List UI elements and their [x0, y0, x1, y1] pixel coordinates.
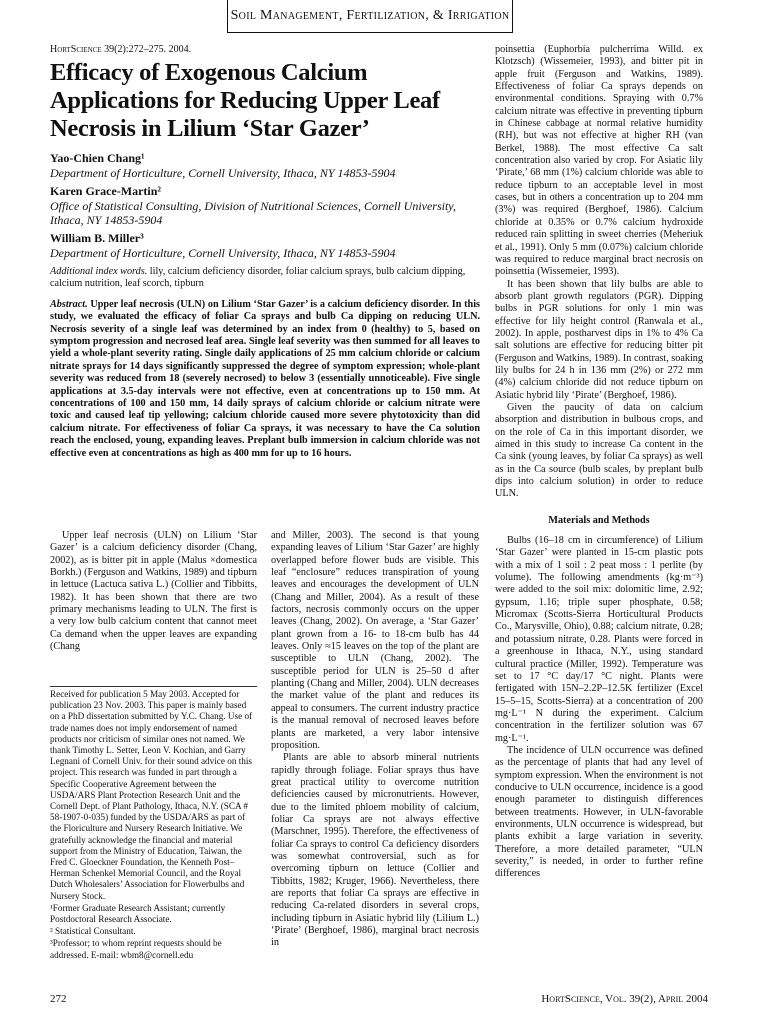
section-header	[227, 0, 513, 33]
body-column-1	[50, 530, 257, 653]
paragraph: poinsettia (Euphorbia pulcherrima Willd. ex Klotzsch) (Wissemeier, 1993), and bitter pit in apple fruit (Ferguson and Watkins, 1989). Effectiveness of foliar Ca sprays depends on environmental conditions. Spraying with 0.7% calcium nitrate was effective in preventing tipburn in Chinese cabbage at normal relative humidity (RH), but was not effective at higher RH (van Berkel, 1988). The most effective Ca salt concentration also varied by crop. For Asiatic lily ‘Pirate,’ 68 mm (1%) calcium chloride was able to reduce tipburn to an acceptable level in most cases, but in others a concentration up to 204 mm (3%) was required (Berghoef, 1986). Calcium chloride at 0.35% or 0.7% calcium hydroxide reduced rain splitting in sweet cherries (Meheriuk et al., 1991). Only 5 mm (0.07%) calcium chloride was required to reduce marginal bract necrosis on poinsettia (Wissemeier, 1993).	[495, 44, 703, 278]
footnote-3: ³Professor; to whom reprint requests should be addressed. E-mail: wbm8@cornell.edu	[50, 938, 222, 960]
footnote-received: Received for publication 5 May 2003. Accepted for publication 23 Nov. 2003. This paper is mainly based on a PhD dissertation submitted by Y.C. Chang. Use of trade names does not imply endorsement of named products nor criticism of similar ones not named. We thank Timothy L. Setter, Leon V. Kochian, and Garry Legnani of Cornell Univ. for their sound advice on this project. This research was funded in part through a Specific Cooperative Agreement between the USDA/ARS Plant Protection Research Unit and the Cornell Dept. of Plant Pathology, Ithaca, N.Y. (SCA # 58-1907-0-035) funded by the USDA/ARS as part of the Floriculture and Nursery Research Initiative. We gratefully acknowledge the financial and material support from the Ministry of Education, Taiwan, the Fred C. Gloeckner Foundation, the Kenneth Post–Herman Schenkel Memorial Council, and the Royal Dutch Wholesalers’ Association for Flowerbulbs and Nursery Stock.	[50, 689, 253, 901]
abstract	[50, 299, 480, 460]
paragraph: Given the paucity of data on calcium absorption and distribution in bulbous crops, and on the role of Ca in this important disorder, we aimed in this study to increase Ca content in the Ca sink (young leaves, by foliar Ca sprays) as well as in the Ca source (bulb scales, by preplant bulb dips into calcium solution) in order to reduce ULN.	[495, 401, 703, 500]
footnote-2: ² Statistical Consultant.	[50, 926, 136, 937]
abstract-text: Upper leaf necrosis (ULN) on Lilium ‘Star Gazer’ is a calcium deficiency disorder. In this study, we evaluated the efficacy of foliar Ca sprays and bulb Ca dipping on reducing ULN. Necrosis severity of a single leaf was determined by an index from 0 (healthy) to 5, based on symptom progression and necrosed leaf area. Single leaf severity was then summed for all leaves to yield a whole-plant severity rating. Single daily applications of 25 mm calcium chloride or calcium nitrate sprays for 14 days significantly suppressed the degree of symptom expression; whole-plant severity was reduced from 18 (severely necrosed) to below 3 (essentially unnoticeable). Five single applications at 3.5-day intervals were not effective, even at concentrations up to 150 mm. At concentrations of 100 and 150 mm, 14 daily sprays of calcium chloride or calcium nitrate were toxic and caused leaf tip yellowing; calcium chloride caused more severe phytotoxicity than did calcium nitrate. For effectiveness of foliar Ca sprays, it was necessary to have the Ca solution reach the enclosed, young, expanding leaves. Preplant bulb immersion in calcium chloride was not effective even at concentrations as high as 400 mm for up to 16 hours.	[50, 298, 480, 459]
citation: HortScience 39(2):272–275. 2004.	[50, 44, 192, 55]
paragraph: and Miller, 2003). The second is that young expanding leaves of Lilium ‘Star Gazer’ are highly overlapped before flower buds are visible. This leaf “enclosure” reduces transpiration of young leaves and encourages the development of ULN (Chang and Miller, 2004). As a result of these factors, necrosis commonly occurs on the upper leaves (Chang, 2002). On average, a ‘Star Gazer’ plant grown from a 16- to 18-cm bulb has 44 leaves. Only ≈15 leaves on the top of the plant are susceptible to ULN (Chang, 2002). The susceptible period for ULN is 25–50 d after planting (Chang and Miller, 2004). ULN decreases the market value of the plant and reduces its appeal to consumers. The current industry practice is the manual removal of necrosed leaves before plants are marketed, a very labor intensive proposition.	[271, 530, 479, 751]
footnote-divider	[50, 686, 257, 687]
author-3-affiliation: Department of Horticulture, Cornell University, Ithaca, NY 14853-5904	[50, 246, 396, 260]
article-front-matter	[50, 44, 480, 460]
paragraph: Plants are able to absorb mineral nutrients rapidly through foliage. Foliar sprays thus have great practical utility to overcome nutrition deficiencies caused by micronutrients. However, due to the limited phloem mobility of calcium, foliar Ca sprays are not always effective (Marschner, 1995). Therefore, the effectiveness of foliar Ca sprays to control Ca deficiency disorders was somewhat controversial, such as for overcoming tipburn on lettuce (Collier and Tibbitts, 1982; Kruger, 1966). Nevertheless, there are reports that foliar Ca sprays are effective in reducing Ca-related disorders in several crops, including tipburn in Asiatic hybrid lily (Lilium L.) ‘Pirate’ (Berghoef, 1986), marginal bract necrosis in	[271, 752, 479, 949]
section-title: Soil Management, Fertilization, & Irrigation	[230, 8, 510, 23]
footnotes	[50, 689, 257, 962]
abstract-label: Abstract.	[50, 298, 88, 310]
body-column-2	[271, 530, 479, 950]
author-2-name: Karen Grace-Martin²	[50, 184, 162, 198]
keywords-label: Additional index words.	[50, 266, 148, 277]
page-number: 272	[50, 993, 67, 1005]
body-column-3	[495, 44, 703, 881]
paragraph: It has been shown that lily bulbs are able to absorb plant growth regulators (PGR). Dipping bulbs in PGR solutions for only 1 min was effective for lily height control (Ranwala et al., 2002). In apple, postharvest dips in 1% to 4% Ca salt solutions are effective for reducing bitter pit (Ferguson and Watkins, 1989). In contrast, soaking lily bulbs for 24 h in 136 mm (2%) or 272 mm (4%) calcium chloride did not reduce tipburn on Asiatic hybrid lily ‘Pirate’ (Berghoef, 1986).	[495, 278, 703, 401]
keywords	[50, 266, 480, 291]
journal-footer: HortScience, Vol. 39(2), April 2004	[541, 993, 708, 1005]
paragraph: Upper leaf necrosis (ULN) on Lilium ‘Star Gazer’ is a calcium deficiency disorder (Chang, 2002), as is bitter pit in apple (Malus ×domestica Borkh.) (Ferguson and Watkins, 1989) and tipburn in lettuce (Lactuca sativa L.) (Collier and Tibbitts, 1982). It has been shown that there are two primary mechanisms leading to ULN. The first is a very low bulb calcium content that cannot meet Ca demand when the upper leaves are expanding (Chang	[50, 530, 257, 653]
paragraph: Bulbs (16–18 cm in circumference) of Lilium ‘Star Gazer’ were planted in 15-cm plastic pots with a mix of 1 soil : 2 peat moss : 1 perlite (by volume). The following amendments (kg·m⁻³) were added to the soil mix: dolomitic lime, 2.92; gypsum, 1.16; triple super phosphate, 0.58; Micromax (Scotts-Sierra Horticultural Products Co., Marysville, Ohio), 0.88; calcium nitrate, 0.28; and potassium nitrate, 0.28. Plants were forced in a greenhouse in Ithaca, N.Y., using standard cultural practice (Miller, 1992). Temperature was set to 17 °C day/17 °C night. Plants were fertigated with 15N–2.2P–12.5K fertilizer (Excel 15–5–15, Scotts-Sierra) at a concentration of 200 mg·L⁻¹ N during the experiment. Calcium concentration in the fertilizer solution was 67 mg·L⁻¹.	[495, 535, 703, 744]
section-heading: Materials and Methods	[548, 514, 650, 526]
author-3-name: William B. Miller³	[50, 231, 144, 245]
author-1-affiliation: Department of Horticulture, Cornell University, Ithaca, NY 14853-5904	[50, 166, 396, 180]
footnote-1: ¹Former Graduate Research Assistant; currently Postdoctoral Research Associate.	[50, 902, 226, 925]
paragraph: The incidence of ULN occurrence was defined as the percentage of plants that had any level of symptom expression. When the environment is not conducive to ULN occurrence, incidence is a good enough parameter to distinguish differences between treatments. However, in ULN-favorable environments, ULN occurrence is widespread, but plants exhibit a large variation in severity. Therefore, a more detailed parameter, “ULN severity,” is needed, in order to further refine differences	[495, 744, 703, 880]
article-title: Efficacy of Exogenous Calcium Applications for Reducing Upper Leaf Necrosis in Lilium ‘Star Gazer’	[50, 59, 440, 142]
keywords-text: lily, calcium deficiency disorder, foliar calcium sprays, bulb calcium dipping, calcium nutrition, leaf scorch, tipburn	[50, 266, 466, 290]
author-1-name: Yao-Chien Chang¹	[50, 151, 145, 165]
author-2-affiliation: Office of Statistical Consulting, Division of Nutritional Sciences, Cornell University, Ithaca, NY 14853-5904	[50, 199, 456, 227]
